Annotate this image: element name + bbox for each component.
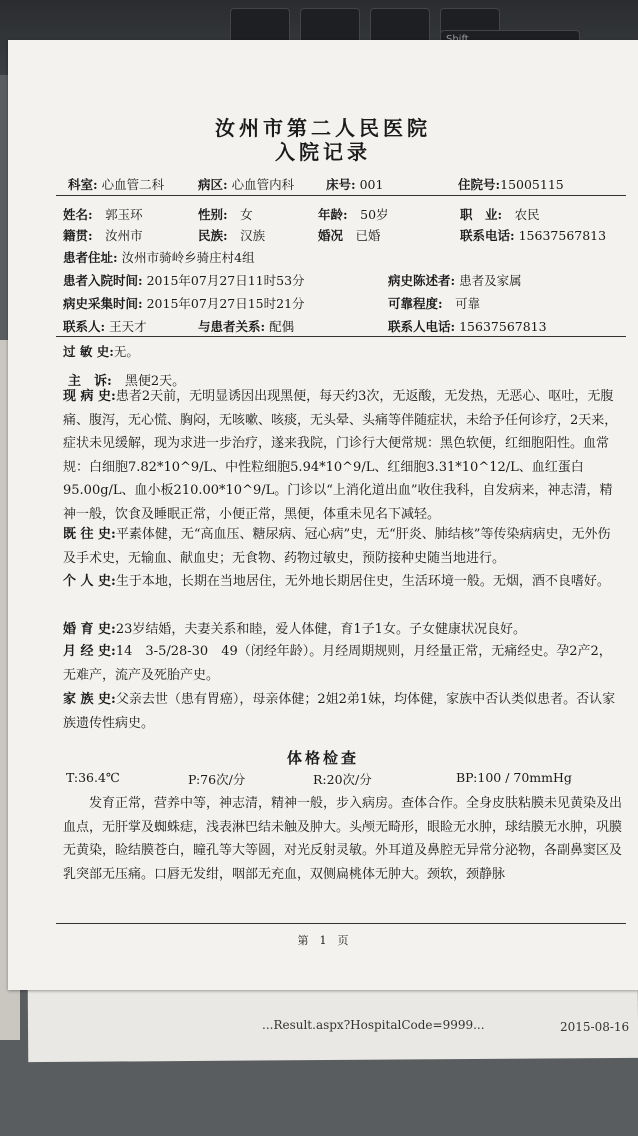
chief-complaint: 主 诉: 黑便2天。 (68, 374, 186, 389)
ward-field: 病区: 心血管内科 (198, 177, 295, 192)
narrator-field: 病史陈述者: 患者及家属 (388, 273, 522, 288)
page-number: 第 1 页 (297, 934, 349, 947)
divider (56, 923, 626, 924)
name-field: 姓名: 郭玉环 (63, 207, 143, 222)
native-field: 籍贯: 汝州市 (63, 228, 143, 243)
admit-time-field: 患者入院时间: 2015年07月27日11时53分 (63, 273, 305, 288)
sex-field: 性别: 女 (198, 207, 253, 222)
age-field: 年龄: 50岁 (318, 207, 389, 222)
admission-record-page (8, 40, 638, 990)
relation-field: 与患者关系: 配偶 (198, 319, 295, 334)
past-history: 既 往 史:平素体健，无“高血压、糖尿病、冠心病”史，无“肝炎、肺结核”等传染病病史，无外伤及手术史，无输血、献血史；无食物、药物过敏史，预防接种史随当地进行。 (63, 527, 611, 566)
exam-title: 体格检查 (286, 749, 359, 767)
pulse: P:76次/分 (188, 772, 246, 787)
phone-field: 联系电话: 15637567813 (460, 228, 607, 243)
contact-field: 联系人: 王天才 (63, 319, 147, 334)
respiration: R:20次/分 (313, 772, 372, 787)
divider (56, 336, 626, 337)
contact-phone-field: 联系人电话: 15637567813 (388, 319, 547, 334)
admission-no-field: 住院号:15005115 (458, 177, 564, 192)
ethnic-field: 民族: 汉族 (198, 228, 266, 243)
marriage-history: 婚 育 史:23岁结婚，夫妻关系和睦，爱人体健，育1子1女。子女健康状况良好。 (63, 622, 526, 637)
family-history: 家 族 史:父亲去世（患有胃癌），母亲体健；2姐2弟1妹，均体健，家族中否认类似患者。否认家族遗传性病史。 (63, 692, 616, 731)
footer-url: ...Result.aspx?HospitalCode=9999... (262, 1018, 485, 1032)
blood-pressure: BP:100 / 70mmHg (456, 770, 572, 785)
allergy-history: 过 敏 史:无。 (63, 344, 139, 359)
collect-time-field: 病史采集时间: 2015年07月27日15时21分 (63, 296, 305, 311)
exam-text: 发育正常，营养中等，神志清，精神一般，步入病房。查体合作。全身皮肤粘膜未见黄染及出血点，无肝掌及蜘蛛痣，浅表淋巴结未触及肿大。头颅无畸形，眼睑无水肿，球结膜无水肿，巩膜无黄染，睑结膜苍白，瞳孔等大等圆，对光反射灵敏。外耳道及鼻腔无异常分泌物，各副鼻窦区及乳突部无压痛。口唇无发绀，咽部无充血，双侧扁桃体无肿大。颈软，颈静脉 (63, 796, 623, 882)
hospital-title: 汝州市第二人民医院 (215, 116, 431, 140)
reliability-field: 可靠程度: 可靠 (388, 296, 481, 311)
menstrual-history: 月 经 史:14 3-5/28-30 49（闭经年龄）。月经周期规则，月经量正常，无痛经史。孕2产2，无难产，流产及死胎产史。 (63, 644, 612, 683)
document-title: 入院记录 (275, 140, 371, 164)
job-field: 职 业: 农民 (460, 207, 540, 222)
temperature: T:36.4℃ (66, 770, 120, 785)
personal-history: 个 人 史:生于本地，长期在当地居住，无外地长期居住史，生活环境一般。无烟，酒不良嗜好。 (63, 574, 610, 589)
divider (56, 195, 626, 196)
bed-field: 床号: 001 (326, 177, 384, 192)
marital-field: 婚况 已婚 (318, 228, 381, 243)
footer-date: 2015-08-16 (560, 1020, 630, 1034)
address-field: 患者住址: 汝州市骑岭乡骑庄村4组 (63, 250, 255, 265)
present-illness: 现 病 史:患者2天前，无明显诱因出现黑便，每天约3次，无返酸，无发热，无恶心、呕吐，无腹痛、腹泻，无心慌、胸闷，无咳嗽、咳痰，无头晕、头痛等伴随症状，未给予任何诊疗，2天来，症状未见缓解，现为求进一步治疗，遂来我院，门诊行大便常规：黑色软便，红细胞阳性。血常规：白细胞7.82*10^9/L、中性粒细胞5.94*10^9/L、红细胞3.31*10^12/L、血红蛋白95.00g/L、血小板210.00*10^9/L。门诊以“上消化道出血”收住我科，自发病来，神志清，精神一般，饮食及睡眠正常，小便正常，黑便，体重未见名下减轻。 (63, 389, 618, 522)
dept-field: 科室: 心血管二科 (68, 177, 165, 192)
